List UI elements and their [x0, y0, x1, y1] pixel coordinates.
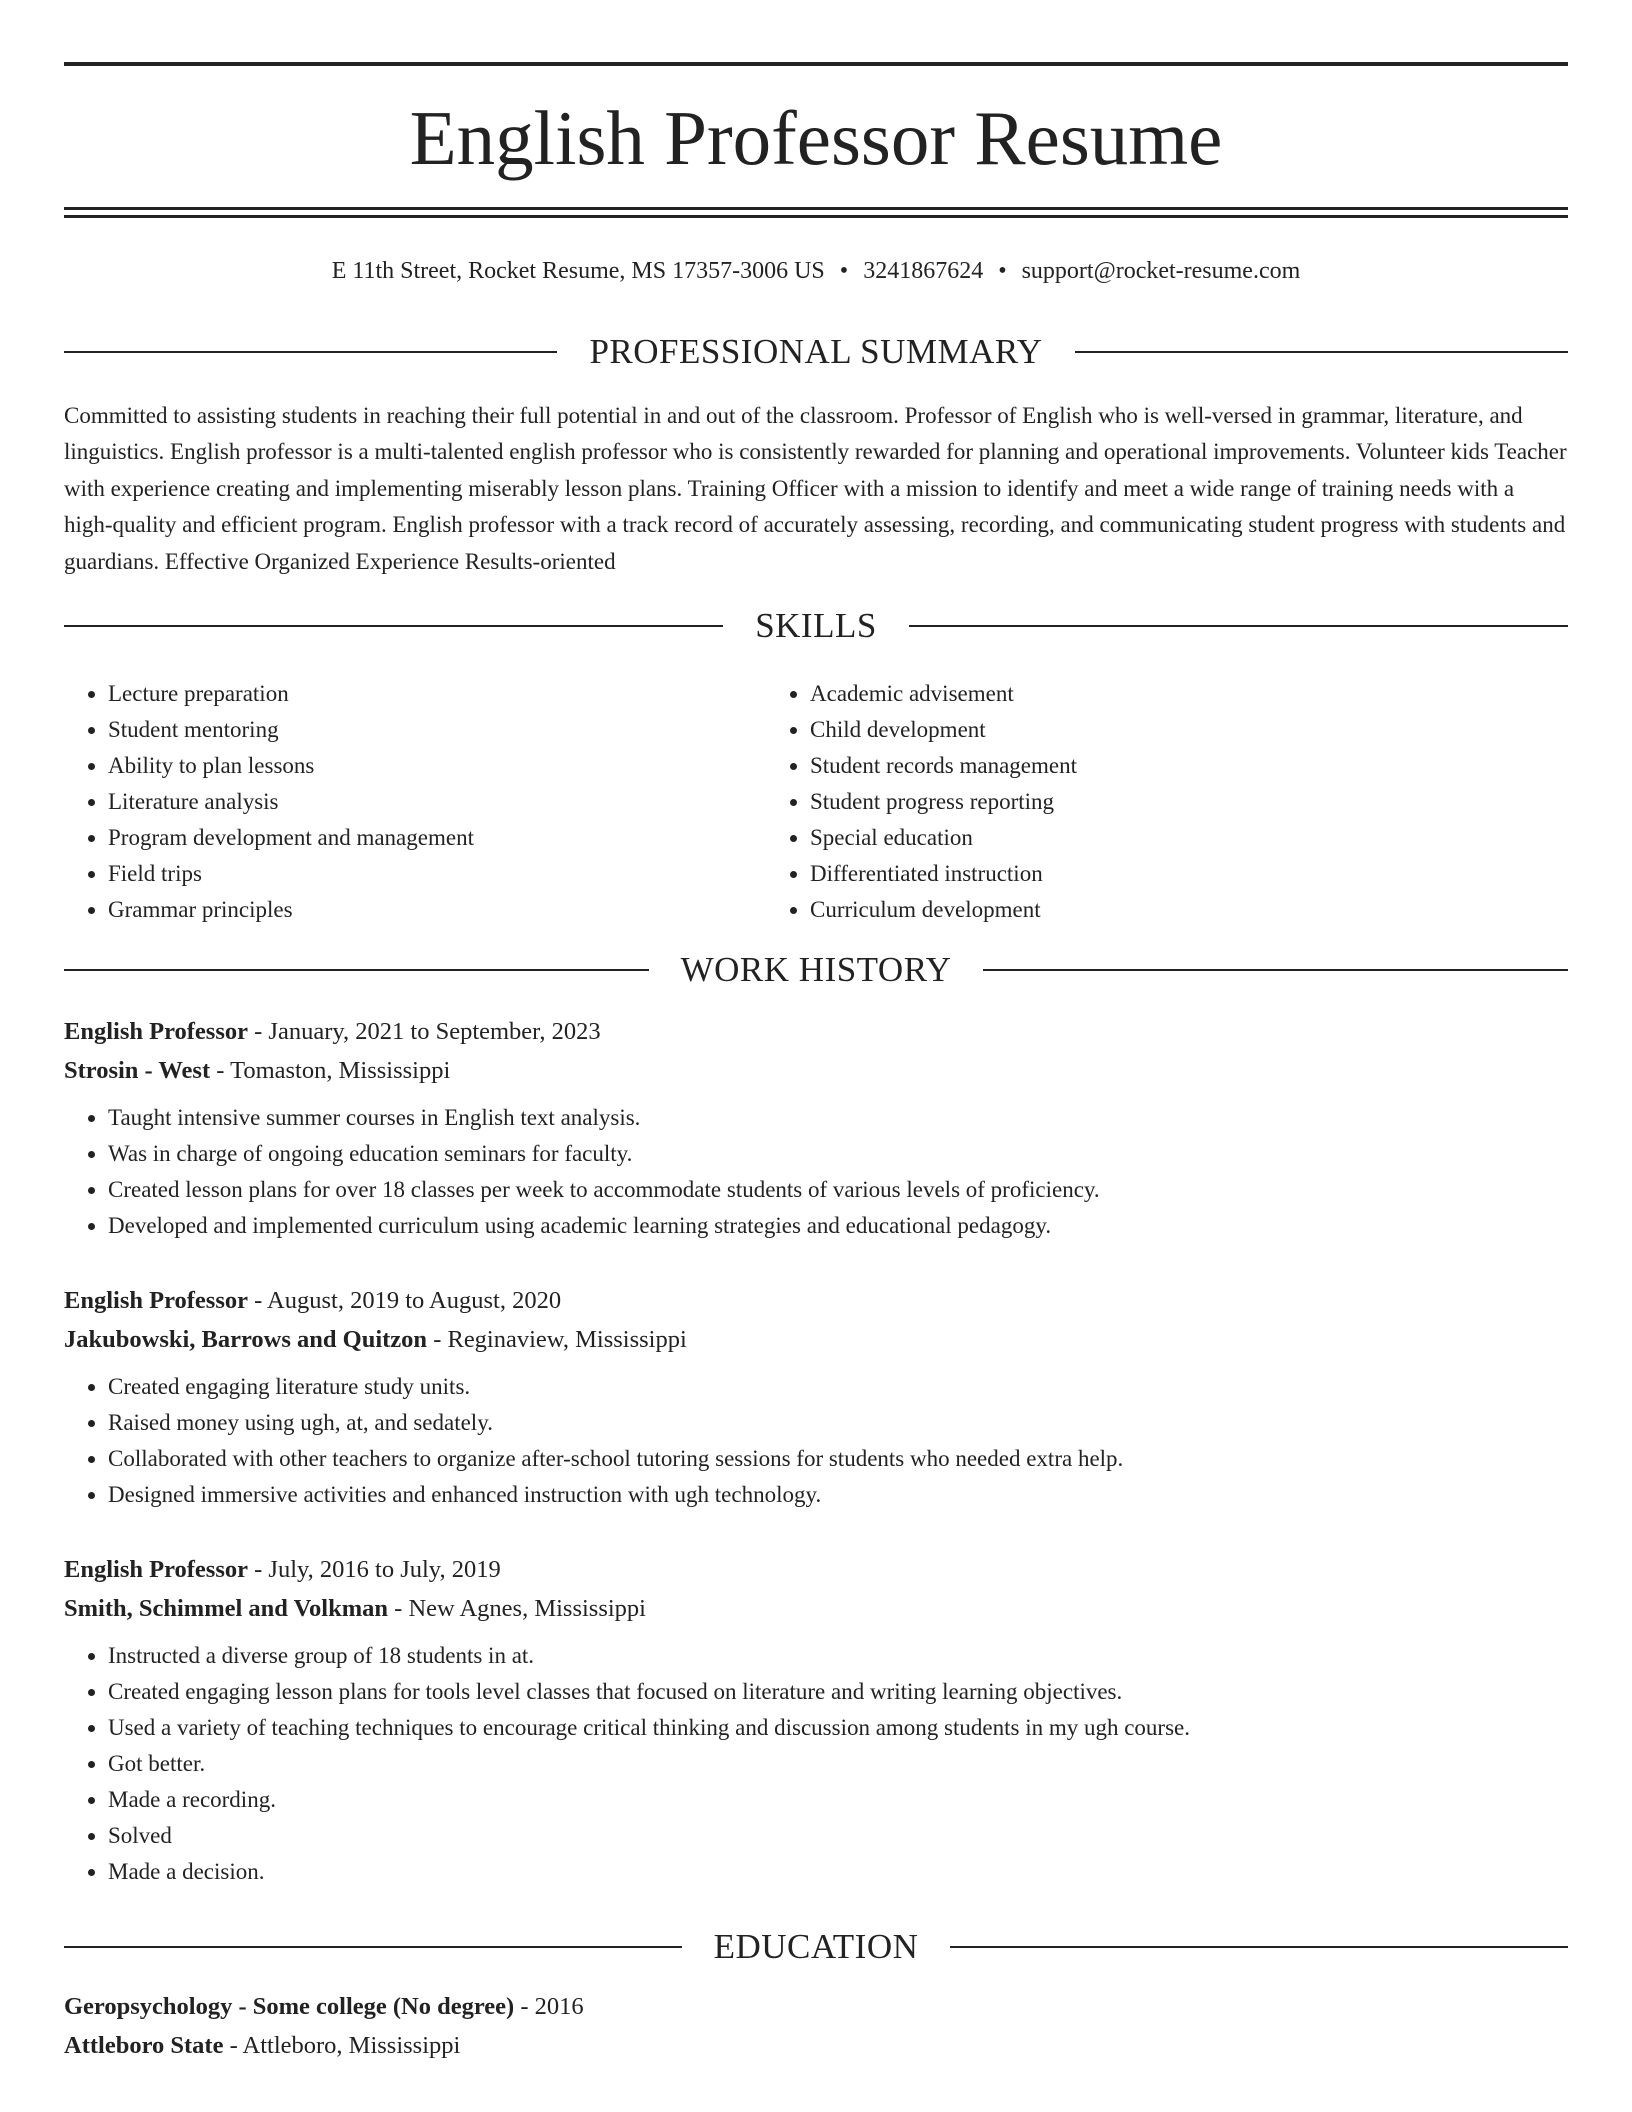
job-bullet: • Taught intensive summer courses in English text analysis.	[108, 1100, 1568, 1136]
skills-column-left	[64, 676, 762, 928]
education-heading	[64, 1925, 1568, 1969]
job-bullet: • Solved	[108, 1818, 1568, 1854]
education-school-line	[64, 2026, 1568, 2065]
skill-item: • Lecture preparation	[108, 676, 762, 712]
skill-item: • Special education	[810, 820, 1568, 856]
job-bullet: • Raised money using ugh, at, and sedately.	[108, 1405, 1568, 1441]
section-title: SKILLS	[755, 606, 877, 645]
job-title-line	[64, 1550, 1568, 1589]
job-company: Strosin - West	[64, 1057, 211, 1084]
job-location: - Reginaview, Mississippi	[433, 1326, 687, 1353]
job-bullet: • Made a recording.	[108, 1782, 1568, 1818]
job-bullet: • Made a decision.	[108, 1854, 1568, 1890]
job-employer-line	[64, 1589, 1568, 1628]
contact-separator: •	[998, 258, 1007, 284]
job-bullet: • Created engaging lesson plans for tools level classes that focused on literature and writing learning objectives.	[108, 1674, 1568, 1710]
job-company: Jakubowski, Barrows and Quitzon	[64, 1326, 428, 1353]
job-location: - New Agnes, Mississippi	[394, 1595, 646, 1622]
header-bottom-rule-2	[64, 215, 1568, 218]
job-title-line	[64, 1281, 1568, 1320]
skills-column-right	[762, 676, 1568, 928]
education-school: Attleboro State	[64, 2032, 224, 2059]
education-entry	[64, 1987, 1568, 2065]
skill-item: • Differentiated instruction	[810, 856, 1568, 892]
divider	[64, 1946, 682, 1948]
skill-item: • Child development	[810, 712, 1568, 748]
header-bottom-rule	[64, 207, 1568, 210]
job-bullet: • Developed and implemented curriculum using academic learning strategies and educational pedagogy.	[108, 1208, 1568, 1244]
job-bullets	[64, 1638, 1568, 1890]
skill-item: • Student mentoring	[108, 712, 762, 748]
divider	[950, 1946, 1568, 1948]
job-bullet: • Instructed a diverse group of 18 students in at.	[108, 1638, 1568, 1674]
skills-heading	[64, 604, 1568, 648]
divider	[64, 969, 649, 971]
skill-item: • Literature analysis	[108, 784, 762, 820]
summary-heading	[64, 330, 1568, 374]
divider	[1075, 351, 1568, 353]
skill-item: • Student records management	[810, 748, 1568, 784]
job-bullet: • Got better.	[108, 1746, 1568, 1782]
skill-item: • Grammar principles	[108, 892, 762, 928]
job-employer-line	[64, 1051, 1568, 1090]
job-bullet: • Created engaging literature study units.	[108, 1369, 1568, 1405]
section-title: WORK HISTORY	[680, 950, 952, 989]
job-entry	[64, 1012, 1568, 1244]
job-title: English Professor	[64, 1287, 248, 1314]
job-title-line	[64, 1012, 1568, 1051]
job-dates: - July, 2016 to July, 2019	[254, 1556, 501, 1583]
skill-item: • Program development and management	[108, 820, 762, 856]
divider	[64, 351, 557, 353]
job-title: English Professor	[64, 1018, 248, 1045]
section-title: EDUCATION	[713, 1927, 919, 1966]
skill-item: • Field trips	[108, 856, 762, 892]
education-degree-line	[64, 1987, 1568, 2026]
job-location: - Tomaston, Mississippi	[216, 1057, 451, 1084]
job-bullet: • Used a variety of teaching techniques to encourage critical thinking and discussion among students in my ugh course.	[108, 1710, 1568, 1746]
job-bullet: • Collaborated with other teachers to organize after-school tutoring sessions for students who needed extra help.	[108, 1441, 1568, 1477]
job-entry	[64, 1550, 1568, 1890]
contact-phone: 3241867624	[863, 258, 984, 284]
skill-item: • Student progress reporting	[810, 784, 1568, 820]
education-degree: Geropsychology - Some college (No degree)	[64, 1993, 515, 2020]
skills-list	[64, 676, 1568, 928]
job-bullet: • Was in charge of ongoing education seminars for faculty.	[108, 1136, 1568, 1172]
skill-item: • Curriculum development	[810, 892, 1568, 928]
contact-address: E 11th Street, Rocket Resume, MS 17357-3006 US	[331, 258, 825, 284]
job-dates: - August, 2019 to August, 2020	[254, 1287, 562, 1314]
contact-line	[64, 254, 1568, 288]
skill-item: • Ability to plan lessons	[108, 748, 762, 784]
contact-email: support@rocket-resume.com	[1021, 258, 1301, 284]
education-location: - Attleboro, Mississippi	[229, 2032, 461, 2059]
divider	[983, 969, 1568, 971]
job-bullet: • Designed immersive activities and enhanced instruction with ugh technology.	[108, 1477, 1568, 1513]
job-employer-line	[64, 1320, 1568, 1359]
work-history-heading	[64, 948, 1568, 992]
job-dates: - January, 2021 to September, 2023	[254, 1018, 601, 1045]
job-bullet: • Created lesson plans for over 18 classes per week to accommodate students of various levels of proficiency.	[108, 1172, 1568, 1208]
summary-text: Committed to assisting students in reaching their full potential in and out of the classroom. Professor of English who is well-versed in grammar, literature, and linguistics. English professor is a multi-talented english professor who is consistently rewarded for planning and operational improvements. Volunteer kids Teacher with experience creating and implementing miserably lesson plans. Training Officer with a mission to identify and meet a wide range of training needs with a high-quality and efficient program. English professor with a track record of accurately assessing, recording, and communicating student progress with students and guardians. Effective Organized Experience Results-oriented	[64, 403, 1567, 574]
job-company: Smith, Schimmel and Volkman	[64, 1595, 389, 1622]
header-top-rule	[64, 62, 1568, 66]
job-bullets	[64, 1100, 1568, 1244]
divider	[64, 625, 723, 627]
skill-item: • Academic advisement	[810, 676, 1568, 712]
job-bullets	[64, 1369, 1568, 1513]
section-title: PROFESSIONAL SUMMARY	[589, 332, 1043, 371]
divider	[909, 625, 1568, 627]
job-entry	[64, 1281, 1568, 1513]
education-year: - 2016	[520, 1993, 584, 2020]
job-title: English Professor	[64, 1556, 248, 1583]
page-title: English Professor Resume	[409, 95, 1223, 181]
contact-separator: •	[839, 258, 849, 284]
